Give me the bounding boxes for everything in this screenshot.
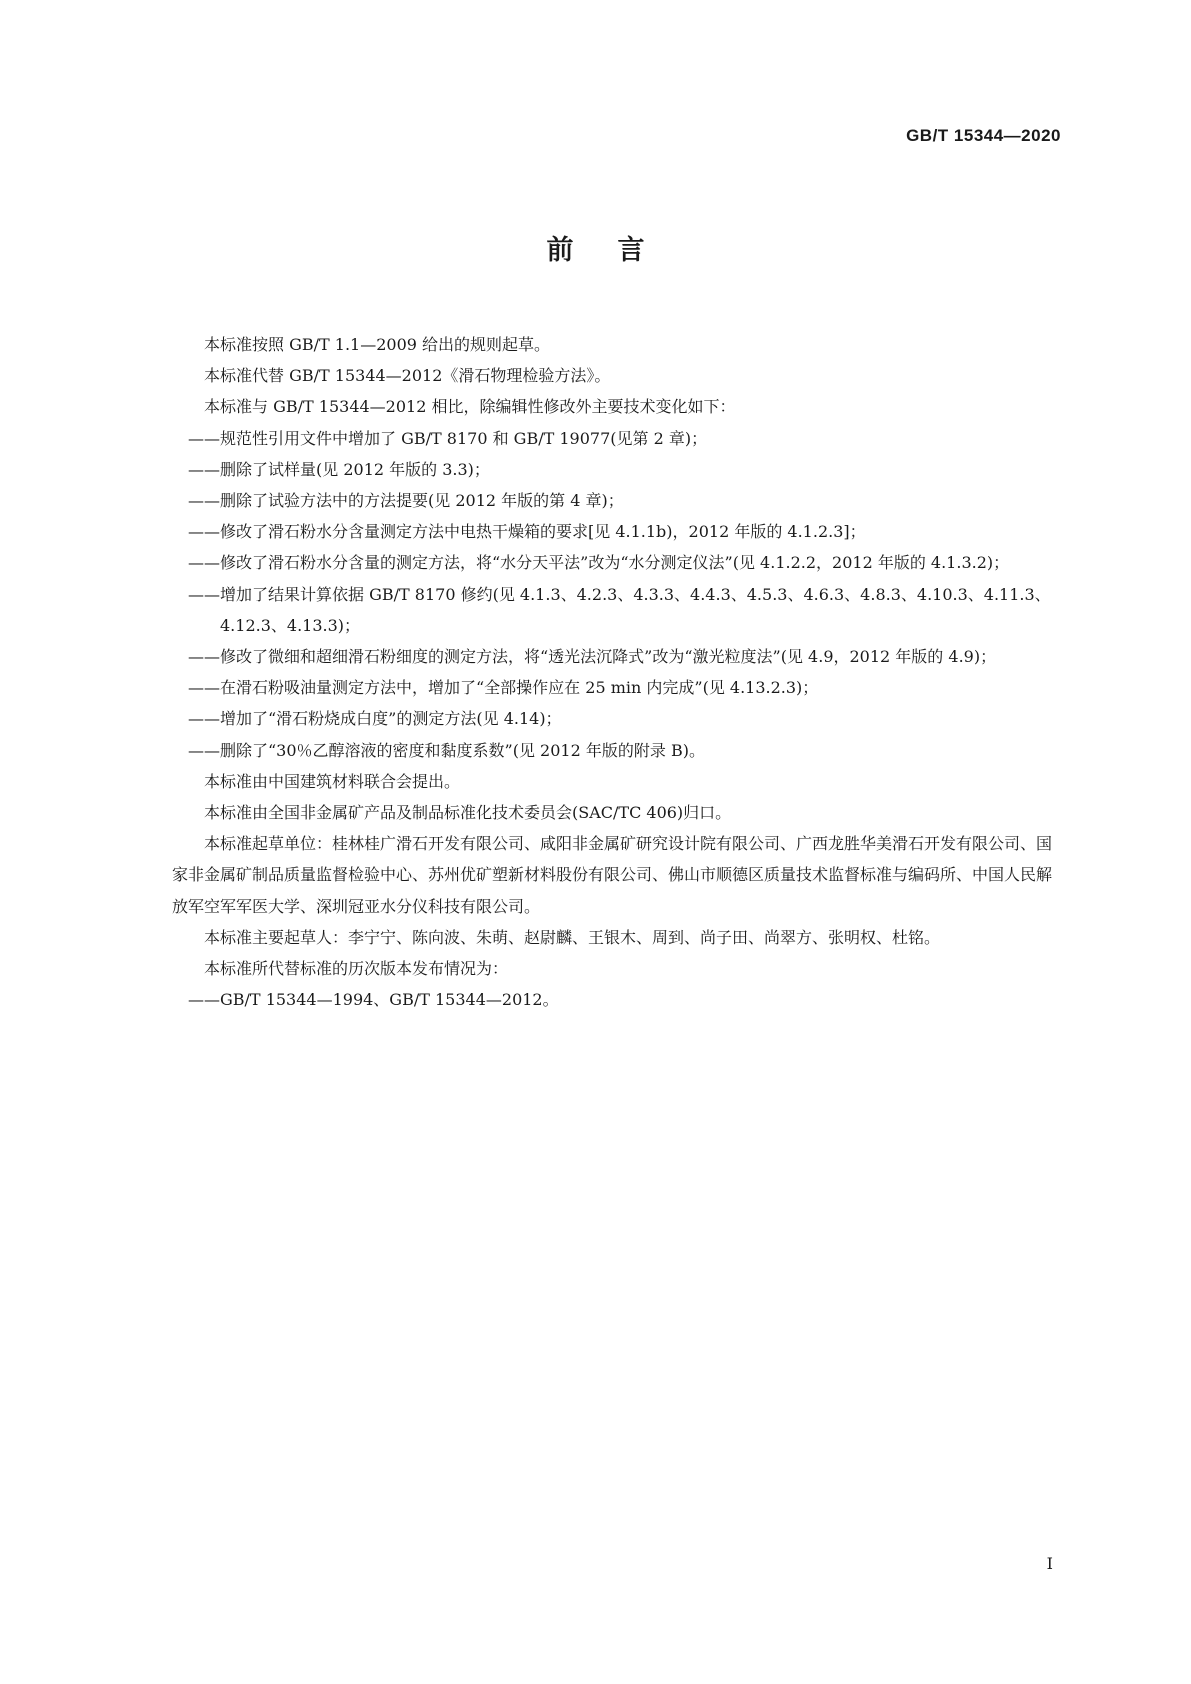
paragraph-proposer: 本标准由中国建筑材料联合会提出。 — [204, 771, 461, 791]
page-number: I — [1046, 1554, 1053, 1573]
paragraph-history-intro: 本标准所代替标准的历次版本发布情况为： — [204, 959, 509, 979]
list-item: ——规范性引用文件中增加了 GB/T 8170 和 GB/T 19077(见第 2 章)； — [188, 428, 708, 448]
paragraph-drafting-units: 本标准起草单位：桂林桂广滑石开发有限公司、咸阳非金属矿研究设计院有限公司、广西龙胜华美滑石开发有限公司、国家非金属矿制品质量监督检验中心、苏州优矿塑新材料股份有限公司、佛山市顺德区质量技术监督标准与编码所、中国人民解放军空军军医大学、深圳冠亚水分仪科技有限公司。 — [172, 834, 1053, 916]
list-item: ——删除了“30％乙醇溶液的密度和黏度系数”(见 2012 年版的附录 B)。 — [188, 740, 705, 760]
foreword-body — [172, 329, 1052, 1015]
paragraph-replaces: 本标准代替 GB/T 15344—2012《滑石物理检验方法》。 — [204, 366, 611, 386]
list-item: ——增加了“滑石粉烧成白度”的测定方法(见 4.14)； — [188, 709, 562, 729]
list-item: ——修改了滑石粉水分含量测定方法中电热干燥箱的要求[见 4.1.1b)，2012 年版的 4.1.2.3]； — [188, 522, 866, 542]
list-item: ——在滑石粉吸油量测定方法中，增加了“全部操作应在 25 min 内完成”(见 4.13.2.3)； — [188, 678, 819, 698]
list-item: ——删除了试验方法中的方法提要(见 2012 年版的第 4 章)； — [188, 491, 624, 511]
paragraph-drafters: 本标准主要起草人：李宁宁、陈向波、朱萌、赵尉麟、王银木、周到、尚子田、尚翠方、张明权、杜铭。 — [204, 927, 941, 947]
standard-number: GB/T 15344—2020 — [906, 126, 1061, 145]
paragraph-changes-intro: 本标准与 GB/T 15344—2012 相比，除编辑性修改外主要技术变化如下： — [204, 397, 736, 417]
list-item: ——修改了微细和超细滑石粉细度的测定方法，将“透光法沉降式”改为“激光粒度法”(见 4.9，2012 年版的 4.9)； — [188, 647, 997, 667]
list-item: ——增加了结果计算依据 GB/T 8170 修约(见 4.1.3、4.2.3、4.3.3、4.4.3、4.5.3、4.6.3、4.8.3、4.10.3、4.11.3、4.12.3、4.13.3)； — [188, 584, 1051, 635]
paragraph-drafting-rules: 本标准按照 GB/T 1.1—2009 给出的规则起草。 — [204, 335, 551, 354]
list-item: ——删除了试样量(见 2012 年版的 3.3)； — [188, 459, 490, 479]
list-item: ——修改了滑石粉水分含量的测定方法，将“水分天平法”改为“水分测定仪法”(见 4.1.2.2，2012 年版的 4.1.3.2)； — [188, 553, 1010, 573]
paragraph-committee: 本标准由全国非金属矿产品及制品标准化技术委员会(SAC/TC 406)归口。 — [204, 803, 732, 823]
page-title: 前言 — [546, 235, 689, 266]
list-item-history: ——GB/T 15344—1994、GB/T 15344—2012。 — [188, 990, 559, 1010]
